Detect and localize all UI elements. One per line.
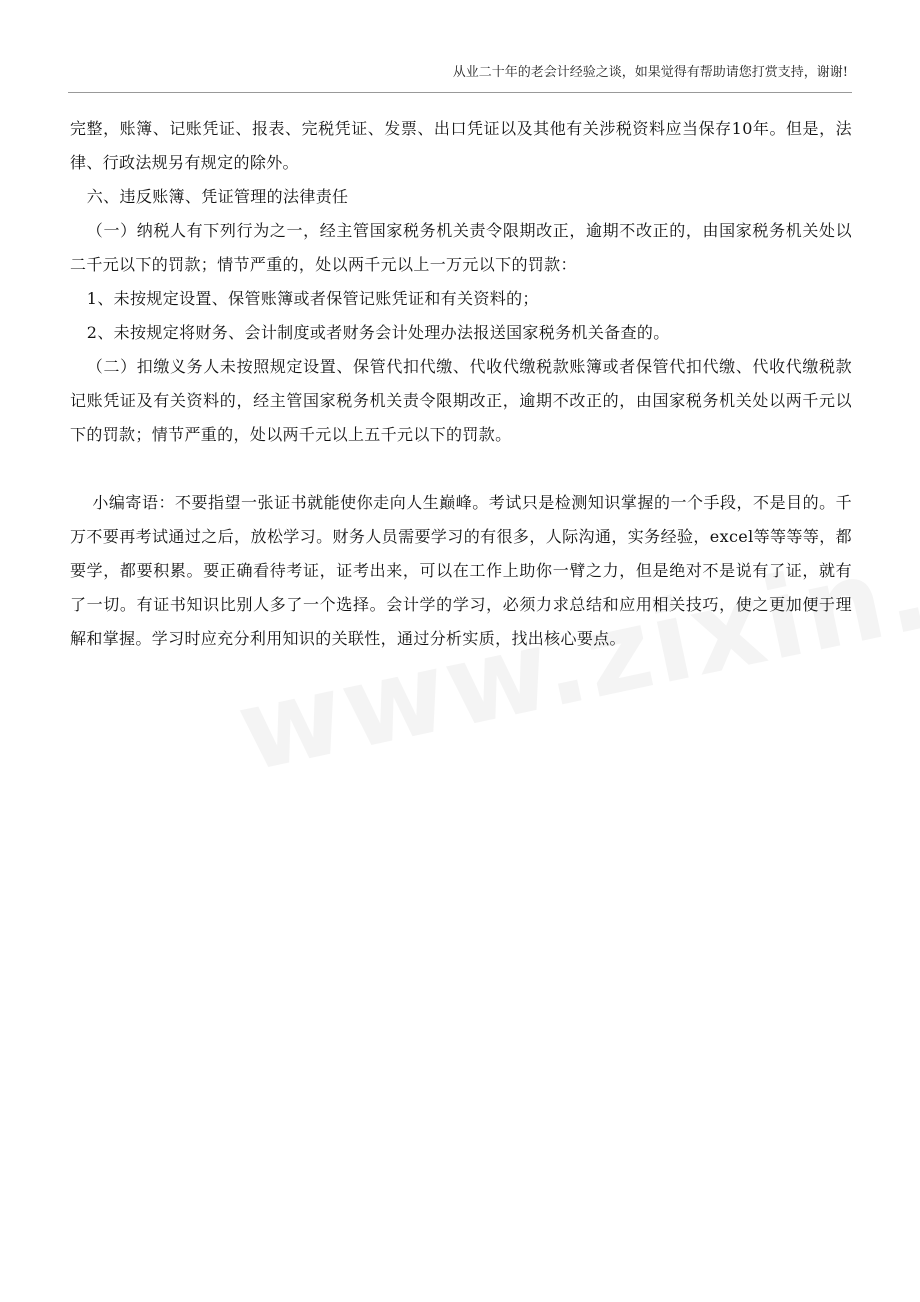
paragraph-continuation: 完整，账簿、记账凭证、报表、完税凭证、发票、出口凭证以及其他有关涉税资料应当保存10年。但是，法律、行政法规另有规定的除外。 xyxy=(70,119,852,172)
document-body xyxy=(70,112,852,656)
page-header-note: 从业二十年的老会计经验之谈，如果觉得有帮助请您打赏支持，谢谢! xyxy=(452,65,848,80)
editor-note: 小编寄语：不要指望一张证书就能使你走向人生巅峰。考试只是检测知识掌握的一个手段，不是目的。千万不要再考试通过之后，放松学习。财务人员需要学习的有很多，人际沟通，实务经验，excel等等等等，都要学，都要积累。要正确看待考证，证考出来，可以在工作上助你一臂之力，但是绝对不是说有了证，就有了一切。有证书知识比别人多了一个选择。会计学的学习，必须力求总结和应用相关技巧，使之更加便于理解和掌握。学习时应充分利用知识的关联性，通过分析实质，找出核心要点。 xyxy=(70,493,852,648)
list-item-2: 2、未按规定将财务、会计制度或者财务会计处理办法报送国家税务机关备查的。 xyxy=(86,323,670,342)
paragraph-clause-1: （一）纳税人有下列行为之一，经主管国家税务机关责令限期改正，逾期不改正的，由国家税务机关处以二千元以下的罚款；情节严重的，处以两千元以上一万元以下的罚款： xyxy=(70,221,852,274)
paragraph-clause-2: （二）扣缴义务人未按照规定设置、保管代扣代缴、代收代缴税款账簿或者保管代扣代缴、代收代缴税款记账凭证及有关资料的，经主管国家税务机关责令限期改正，逾期不改正的，由国家税务机关处以两千元以下的罚款；情节严重的，处以两千元以上五千元以下的罚款。 xyxy=(70,357,852,444)
header-divider xyxy=(68,92,852,93)
paragraph-gap xyxy=(70,452,852,486)
section-heading: 六、违反账簿、凭证管理的法律责任 xyxy=(86,187,349,206)
list-item-1: 1、未按规定设置、保管账簿或者保管记账凭证和有关资料的； xyxy=(86,289,539,308)
